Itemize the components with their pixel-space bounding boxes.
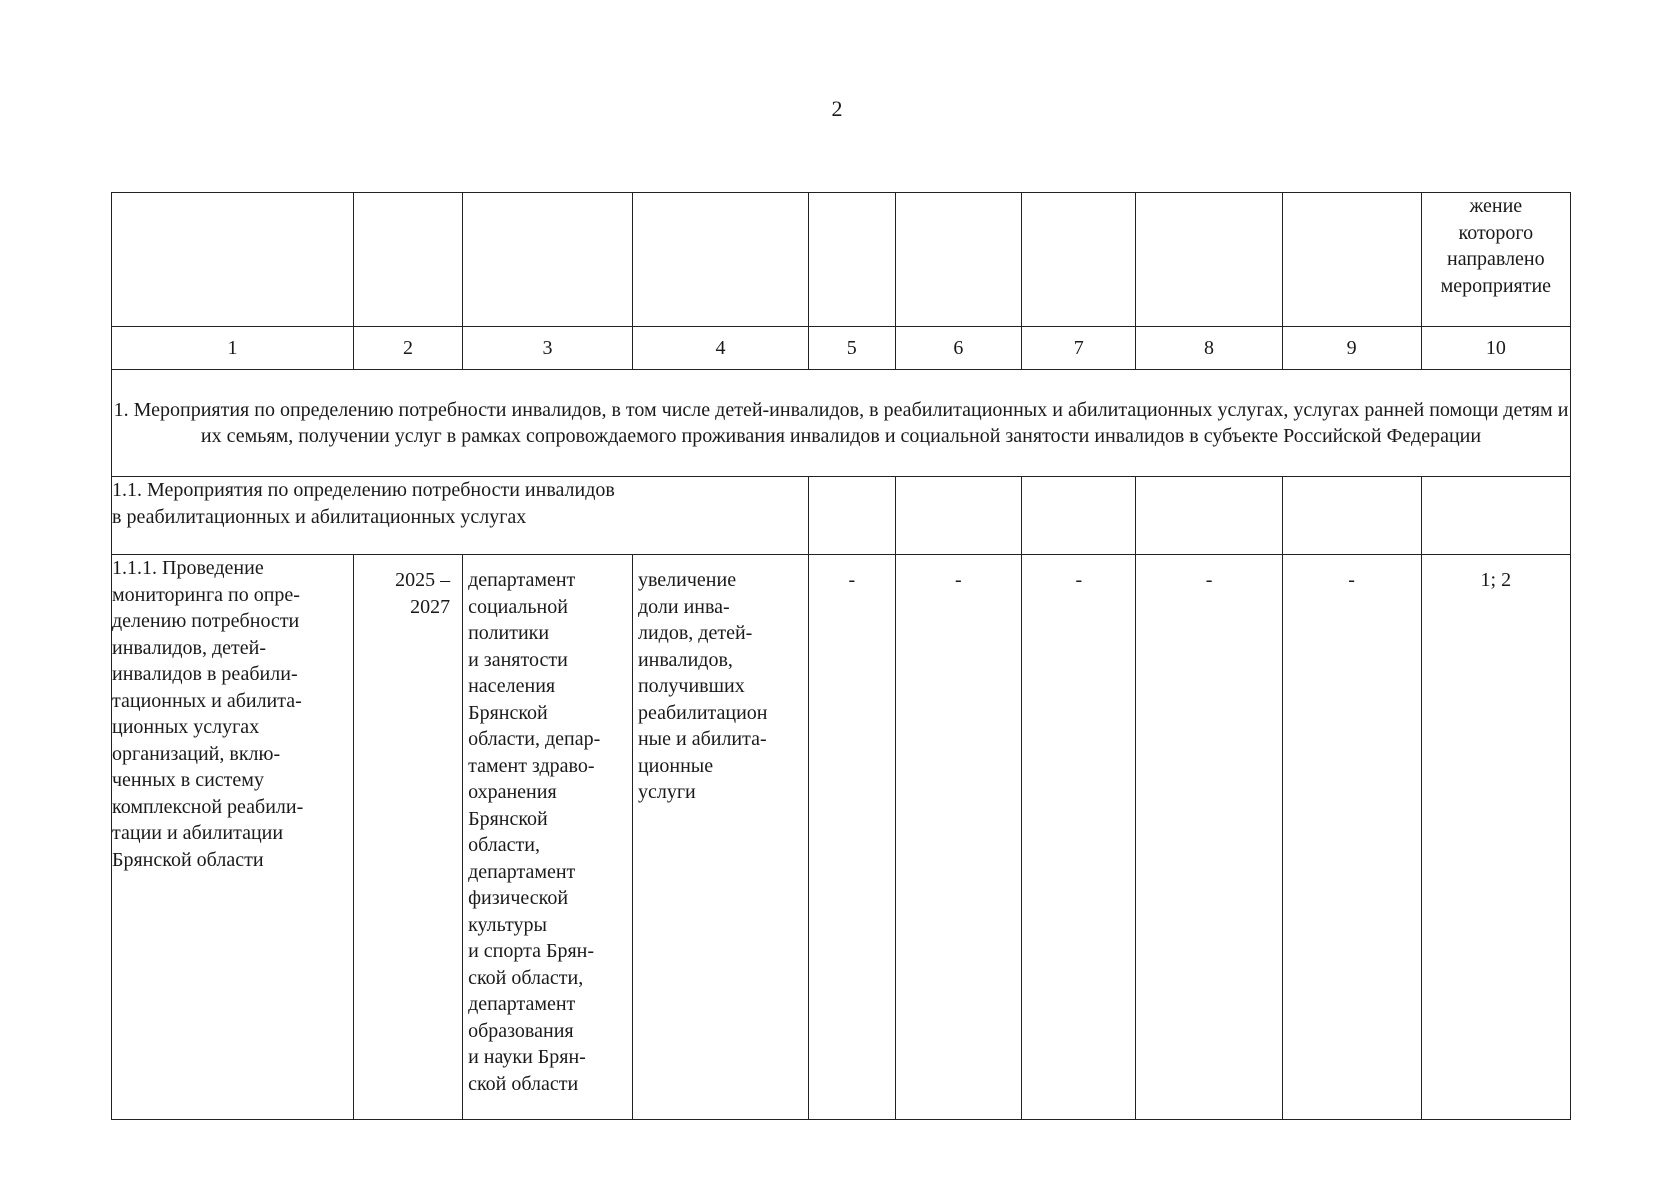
column-number: 5: [809, 327, 895, 370]
header-cell-10: жение которого направлено мероприятие: [1421, 193, 1570, 327]
header-cell-1: [112, 193, 354, 327]
header-cell-2: [353, 193, 462, 327]
header-continuation-row: [112, 193, 1571, 327]
header-cell-3: [463, 193, 633, 327]
subsection-cell-10: [1421, 477, 1570, 555]
page-number: 2: [831, 96, 843, 121]
table-row: [112, 555, 1571, 1120]
measure-years: 2025 – 2027: [353, 555, 462, 1120]
section-row: [112, 370, 1571, 477]
indicator-reference: 1; 2: [1421, 555, 1570, 1120]
column-number: 2: [353, 327, 462, 370]
measures-table: [111, 192, 1571, 1120]
subsection-row: [112, 477, 1571, 555]
col-5-value: -: [809, 555, 895, 1120]
measure-name: 1.1.1. Проведение мониторинга по опре- делению потребности инвалидов, детей- инвалидов в реабили- тационных и абилита- ционных услугах организаций, вклю- ченных в систему комплексной реабили- тации и абилитации Брянской области: [112, 555, 354, 1120]
subsection-cell-8: [1136, 477, 1282, 555]
header-cell-7: [1022, 193, 1136, 327]
column-number-row: [112, 327, 1571, 370]
measure-result: увеличение доли инва- лидов, детей- инвалидов, получивших реабилитацион ные и абилита- ционные услуги: [632, 555, 808, 1120]
column-number: 10: [1421, 327, 1570, 370]
measure-executors: департамент социальной политики и занятости населения Брянской области, депар- тамент здраво- охранения Брянской области, департамент физической культуры и спорта Брян- ской области, департамент образования и науки Брян- ской области: [463, 555, 633, 1120]
column-number: 1: [112, 327, 354, 370]
header-cell-4: [632, 193, 808, 327]
header-cell-8: [1136, 193, 1282, 327]
subsection-title: 1.1. Мероприятия по определению потребности инвалидов в реабилитационных и абилитационных услугах: [112, 477, 809, 555]
section-title: 1. Мероприятия по определению потребности инвалидов, в том числе детей-инвалидов, в реабилитационных и абилитационных услугах, услугах ранней помощи детям и их семьям, получении услуг в рамках сопровождаемого проживания инвалидов и социальной занятости инвалидов в субъекте Российской Федерации: [112, 370, 1571, 477]
subsection-cell-6: [895, 477, 1022, 555]
header-cell-5: [809, 193, 895, 327]
subsection-cell-7: [1022, 477, 1136, 555]
column-number: 4: [632, 327, 808, 370]
header-cell-9: [1282, 193, 1421, 327]
column-number: 7: [1022, 327, 1136, 370]
subsection-cell-9: [1282, 477, 1421, 555]
column-number: 3: [463, 327, 633, 370]
subsection-cell-5: [809, 477, 895, 555]
col-9-value: -: [1282, 555, 1421, 1120]
col-7-value: -: [1022, 555, 1136, 1120]
column-number: 6: [895, 327, 1022, 370]
header-cell-6: [895, 193, 1022, 327]
column-number: 9: [1282, 327, 1421, 370]
col-6-value: -: [895, 555, 1022, 1120]
col-8-value: -: [1136, 555, 1282, 1120]
column-number: 8: [1136, 327, 1282, 370]
